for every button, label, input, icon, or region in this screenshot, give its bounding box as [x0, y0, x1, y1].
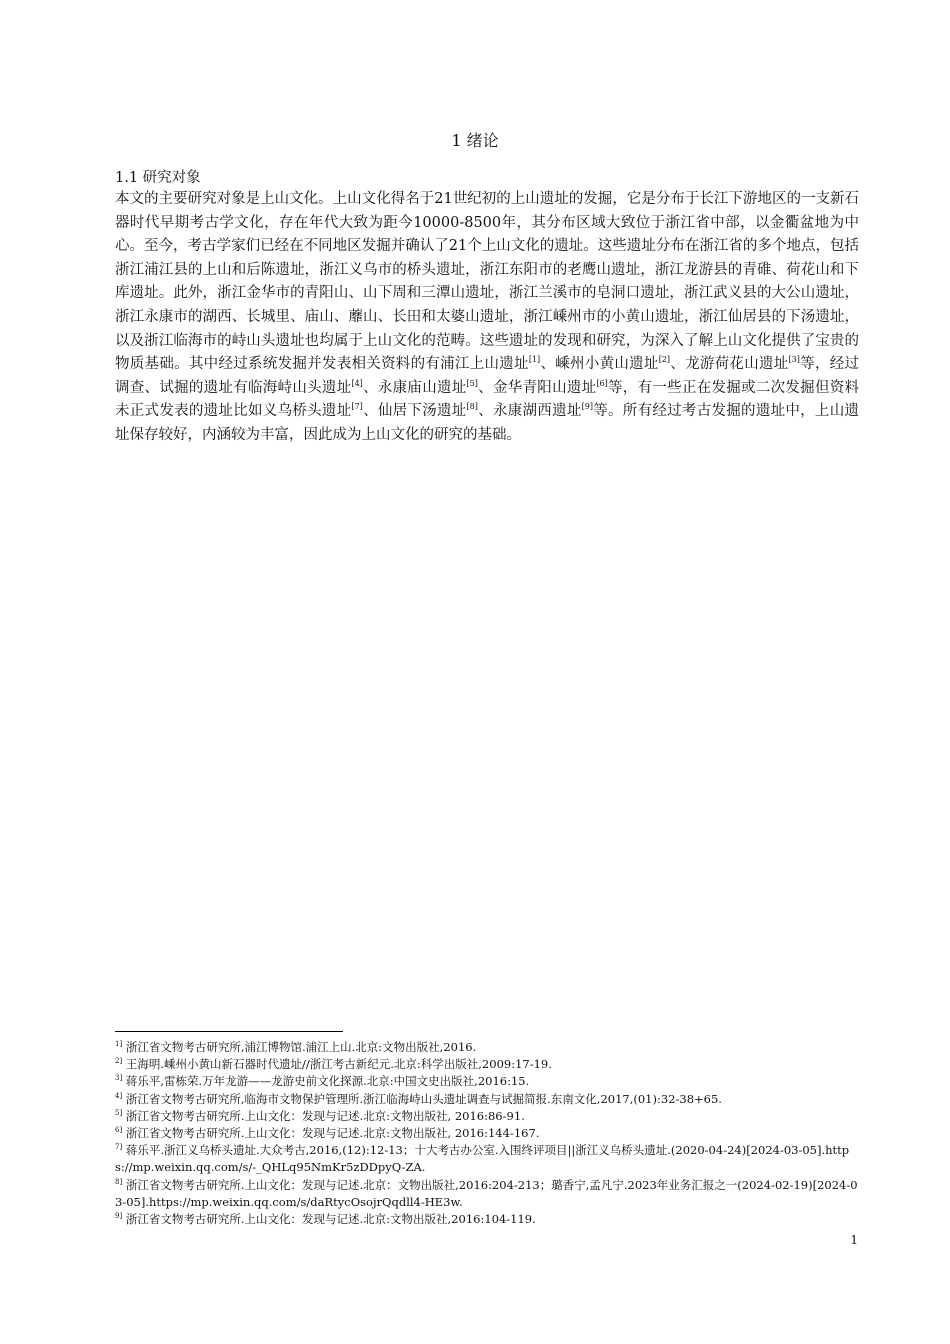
footnote-text: 蒋乐平,雷栋荣.万年龙游——龙游史前文化探源.北京:中国文史出版社,2016:15. [125, 1074, 530, 1089]
body-text [115, 188, 859, 448]
footnote-ref-6[interactable]: [6] [596, 378, 608, 388]
footnote-ref-9[interactable]: [9] [581, 402, 593, 412]
paragraph-text: 、仙居下汤遗址 [362, 403, 467, 420]
footnote-mark: 8] [115, 1177, 123, 1186]
footnote-mark: 6] [115, 1126, 123, 1135]
paragraph-text: 、永康湖西遗址 [477, 403, 582, 420]
footnote [115, 1177, 859, 1211]
footnote [115, 1142, 859, 1176]
footnote-text: 王海明.嵊州小黄山新石器时代遗址//浙江考古新纪元.北京:科学出版社,2009:17-19. [125, 1057, 552, 1072]
footnote [115, 1091, 859, 1108]
footnote [115, 1073, 859, 1090]
footnote-text: 浙江省文物考古研究所.上山文化：发现与记述.北京：文物出版社,2016:204-213；璐香宁,孟凡宁.2023年业务汇报之一(2024-02-19)[2024-03-05].https://mp.weixin.qq.com/s/daRtycOsojrQqdll4-HE3w. [115, 1177, 858, 1209]
footnote [115, 1039, 859, 1056]
footnote-mark: 7] [115, 1143, 123, 1152]
footnote-ref-5[interactable]: [5] [466, 378, 478, 388]
footnote-ref-8[interactable]: [8] [466, 402, 478, 412]
page-number: 1 [850, 1233, 858, 1247]
footnote [115, 1056, 859, 1073]
footnote [115, 1125, 859, 1142]
footnote-ref-3[interactable]: [3] [788, 355, 800, 365]
paragraph-text: 、永康庙山遗址 [362, 379, 467, 396]
footnotes [115, 1039, 859, 1228]
footnote-text: 浙江省文物考古研究所.上山文化：发现与记述.北京:文物出版社, 2016:144-167. [125, 1126, 540, 1141]
footnote-mark: 1] [115, 1040, 123, 1049]
footnote-text: 浙江省文物考古研究所,浦江博物馆.浦江上山.北京:文物出版社,2016. [125, 1040, 477, 1054]
paragraph-text: 等，有一些正在发掘或二次发掘但资料未正式发表的遗址比如义乌桥头遗址 [115, 379, 859, 420]
footnote-ref-1[interactable]: [1] [528, 355, 541, 365]
footnote-text: 浙江省文物考古研究所.上山文化：发现与记述.北京:文物出版社,2016:104-119. [125, 1212, 536, 1227]
footnote-mark: 3] [115, 1074, 123, 1083]
paragraph-text: 等。所有经过考古发掘的遗址中，上山遗址保存较好，内涵较为丰富，因此成为上山文化的研究的基础。 [115, 403, 859, 443]
footnote-mark: 2] [115, 1057, 123, 1066]
paragraph-text: 、龙游荷花山遗址 [670, 356, 789, 373]
paragraph-text: 、嵊州小黄山遗址 [540, 356, 659, 373]
footnote-separator [115, 1031, 343, 1032]
body-paragraph [115, 188, 859, 448]
footnote [115, 1108, 859, 1125]
paragraph-text: 本文的主要研究对象是上山文化。上山文化得名于21世纪初的上山遗址的发掘，它是分布于长江下游地区的一支新石器时代早期考古学文化，存在年代大致为距今10000-8500年，其分布区域大致位于浙江省中部，以金衢盆地为中心。至今，考古学家们已经在不同地区发掘并确认了21个上山文化的遗址。这些遗址分布在浙江省的多个地点，包括浙江浦江县的上山和后陈遗址，浙江义乌市的桥头遗址，浙江东阳市的老鹰山遗址，浙江龙游县的青碓、荷花山和下库遗址。此外，浙江金华市的青阳山、山下周和三潭山遗址，浙江兰溪市的皂洞口遗址，浙江武义县的大公山遗址，浙江永康市的湖西、长城里、庙山、蘼山、长田和太婆山遗址，浙江嵊州市的小黄山遗址，浙江仙居县的下汤遗址，以及浙江临海市的峙山头遗址也均属于上山文化的范畴。这些遗址的发现和研究，为深入了解上山文化提供了宝贵的物质基础。其中经过系统发掘并发表相关资料的有浦江上山遗址 [115, 191, 859, 373]
footnote-mark: 5] [115, 1108, 123, 1117]
footnote-text: 浙江省文物考古研究所.上山文化：发现与记述.北京:文物出版社, 2016:86-91. [125, 1108, 525, 1123]
footnote-text: 浙江省文物考古研究所,临海市文物保护管理所.浙江临海峙山头遗址调查与试掘简报.东南文化,2017,(01):32-38+65. [125, 1091, 722, 1106]
footnote-ref-7[interactable]: [7] [351, 402, 363, 412]
footnote-mark: 4] [115, 1091, 123, 1100]
paragraph-text: 、金华青阳山遗址 [477, 379, 597, 396]
footnote-text: 蒋乐平.浙江义乌桥头遗址.大众考古,2016,(12):12-13；十大考古办公室.入围终评项目||浙江义乌桥头遗址.(2020-04-24)[2024-03-05].https://mp.weixin.qq.com/s/-_QHLq95NmKr5zDDpyQ-ZA. [115, 1143, 850, 1175]
paragraph-text: 等，经过调查、试掘的遗址有临海峙山头遗址 [115, 356, 860, 396]
footnote-ref-2[interactable]: [2] [658, 355, 671, 365]
section-heading: 1.1 研究对象 [115, 170, 201, 186]
footnote-mark: 9] [115, 1212, 123, 1221]
footnote [115, 1211, 859, 1228]
footnote-ref-4[interactable]: [4] [351, 378, 363, 388]
chapter-title: 1 绪论 [451, 131, 499, 150]
